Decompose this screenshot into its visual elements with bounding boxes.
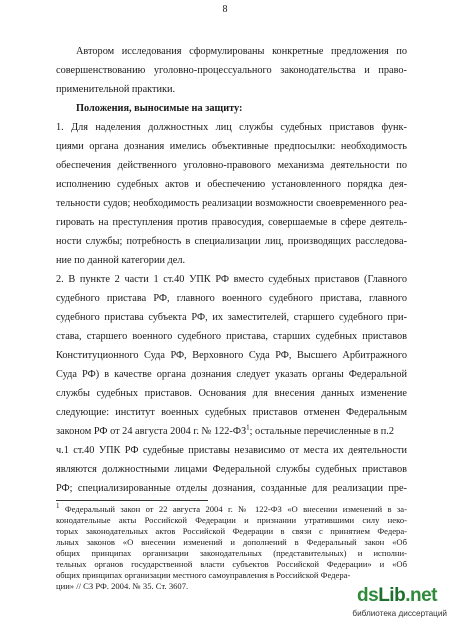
text-line: обеспечения действенного уголовно-правового механизма деятельности по <box>56 160 407 171</box>
text-line: судебного пристава субъекта РФ, их заместителей, старшего судебного при- <box>56 312 407 323</box>
watermark-logo <box>357 585 437 607</box>
footnote-divider <box>56 500 208 501</box>
text-line: ние по данной категории дел. <box>56 255 186 266</box>
text-line: службы судебных приставов. Основания для внесения данных изменение <box>56 388 407 399</box>
text-line-start: законом РФ от 24 августа 2004 г. № 122-ФЗ <box>56 426 247 437</box>
footnote-line: тельных органов государственной власти субъектов Российской Федерации» и «Об <box>56 559 407 569</box>
watermark-logo-part: .net <box>405 585 437 606</box>
text-line: Автором исследования сформулированы конкретные предложения по <box>76 46 407 57</box>
text-line: 1. Для наделения должностных лиц службы судебных приставов функ- <box>56 122 407 133</box>
text-line: ности службы; потребность в специализации лиц, производящих расследова- <box>56 236 407 247</box>
text-line: РФ; специализированные отделы дознания, созданные для реализации пре- <box>56 483 407 494</box>
footnote-mark: 1 <box>56 502 60 511</box>
text-line: циями органа дознания имелись объективные предпосылки: необходимость <box>56 141 407 152</box>
footnote-text: Федеральный закон от 22 августа 2004 г. № 122-ФЗ «О внесении изменений в за- <box>59 504 407 514</box>
text-line: ч.1 ст.40 УПК РФ судебные приставы независимо от места их деятельности <box>56 445 407 456</box>
text-line: гировать на преступления против правосудия, совершаемые в сфере деятель- <box>56 217 407 228</box>
text-line-end: ; остальные перечисленные в п.2 <box>249 426 394 437</box>
footnote-line: общих принципах организации местного самоуправления в Российской Федера- <box>56 570 351 580</box>
text-line <box>56 423 407 438</box>
watermark-subtitle: библиотека диссертаций <box>352 609 447 618</box>
footnote-line <box>56 504 407 515</box>
text-line: тельности судов; необходимость реализации возможности своевременного реа- <box>56 198 407 209</box>
watermark-logo-part: Lib <box>378 585 406 606</box>
text-line: става, старшего военного судебного пристава, старших судебных приставов <box>56 331 407 342</box>
footnote-line: льных законов «О внесении изменений и дополнений в Федеральный закон «Об <box>56 537 407 547</box>
footnote-ref: 1 <box>246 423 250 432</box>
watermark-logo-part: ds <box>357 585 379 606</box>
text-line: совершенствованию уголовно-процессуального законодательства и право- <box>56 65 407 76</box>
text-line: 2. В пункте 2 части 1 ст.40 УПК РФ вместо судебных приставов (Главного <box>56 274 407 285</box>
footnote-line: ции» // СЗ РФ. 2004. № 35. Ст. 3607. <box>56 581 189 591</box>
text-line: являются должностными лицами Федеральной службы судебных приставов <box>56 464 407 475</box>
footnote-line: торых законодательных актов Российской Федерации в связи с принятием Федера- <box>56 526 407 536</box>
section-heading: Положения, выносимые на защиту: <box>76 103 243 114</box>
text-line: следующие: институт военных судебных приставов отменен Федеральным <box>56 407 407 418</box>
page-number: 8 <box>222 4 228 15</box>
dslib-watermark <box>337 585 447 623</box>
text-line: исполнению судебных актов и обеспечению установленного порядка дея- <box>56 179 407 190</box>
text-line: Суда РФ) в качестве органа дознания следует указать органы Федеральной <box>56 369 407 380</box>
footnote-line: конодательные акты Российской Федерации и признании утратившими силу неко- <box>56 515 407 525</box>
text-line: применительной практики. <box>56 84 176 95</box>
footnote-line: общих принципах организации законодательных (представительных) и исполни- <box>56 548 407 558</box>
text-line: судебного пристава РФ, главного военного судебного пристава, главного <box>56 293 407 304</box>
text-line: Конституционного Суда РФ, Верховного Суда РФ, Высшего Арбитражного <box>56 350 407 361</box>
